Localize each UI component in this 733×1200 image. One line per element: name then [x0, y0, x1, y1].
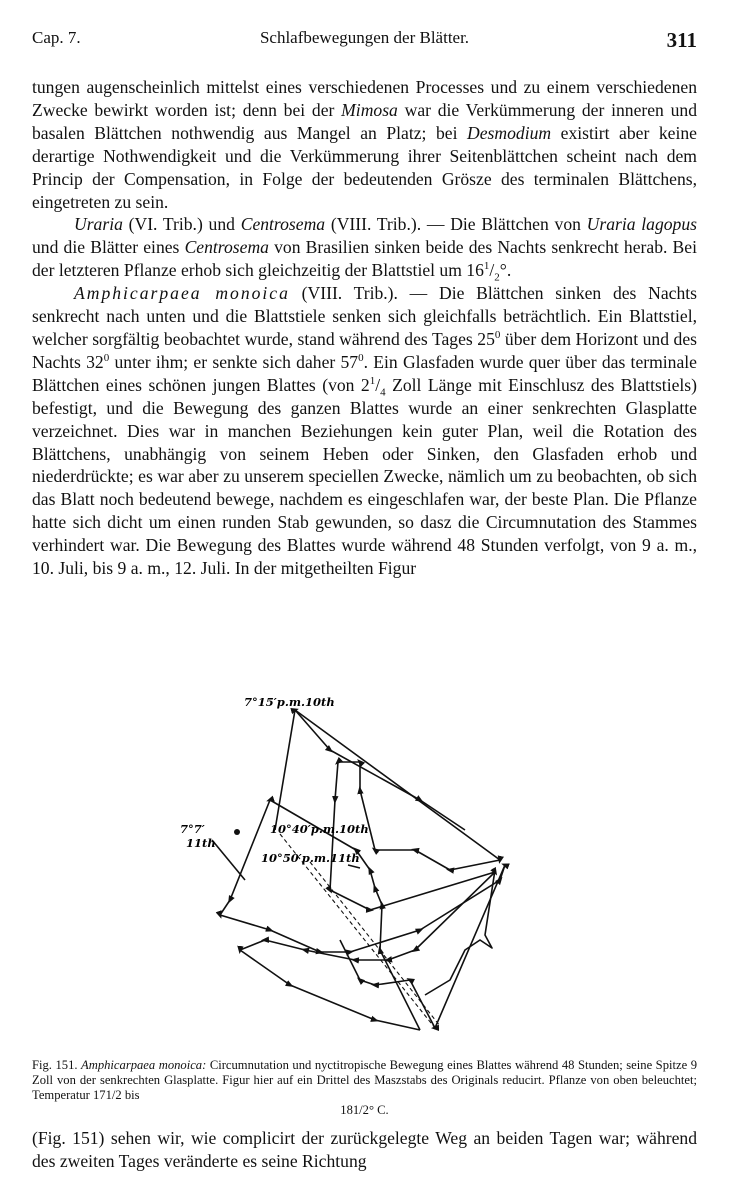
text-run: . Ein Glasfaden wurde quer über das terminale Blättchen eines schönen jungen Blattes (von 2 [32, 351, 697, 395]
figure-label-mid-lower: 10°50′p.m.11th [261, 851, 360, 865]
figure-151 [120, 690, 620, 1050]
caption-text-mid: bis [121, 1088, 140, 1102]
body-text [32, 76, 697, 580]
taxon-name: Uraria lagopus [586, 214, 698, 235]
page-number: 311 [666, 28, 697, 52]
text-run: existirt aber keine derartige Nothwendigkeit und die Verkümmerung ihrer Seitenblättchen scheint nach dem Princip der Compensation, in Folge der bedeutenden Grösze des terminalen Blättchens, eingetreten zu sein. [32, 122, 697, 212]
caption-species: Amphicarpaea monoica: [81, 1058, 207, 1072]
caption-end [32, 1103, 697, 1118]
taxon-name: Centrosema [184, 237, 269, 258]
running-title: Schlafbewegungen der Blätter. [259, 28, 470, 47]
paragraph-1 [32, 76, 697, 213]
caption-end-value: 18 [340, 1103, 353, 1117]
taxon-name: Centrosema [240, 214, 326, 235]
figure-label-left-bottom: 11th [186, 836, 216, 850]
caption-end-tail: ° C. [368, 1103, 389, 1117]
text-run: von Brasilien sinken beide des Nachts senkrecht herab. Bei der letzteren Pflanze erhob sich gleichzeitig der Blattstiel um 16 [32, 237, 697, 281]
text-run: unter ihm; er senkte sich daher 57 [109, 351, 359, 372]
text-run: °. [499, 260, 512, 281]
figure-label-mid-upper: 10°40′p.m.10th [270, 822, 369, 836]
figure-label-top: 7°15′p.m.10th [244, 695, 335, 709]
text-run: (VIII. Trib.). — Die Blättchen sinken des Nachts senkrecht nach unten und die Blattstiele senken sich gleichfalls beträchtlich. Ein Blattstiel, welcher sorgfältig beobachtet wurde, stand während des Tages 25 [32, 283, 697, 349]
running-head [32, 22, 697, 50]
fraction-numerator: 1 [483, 260, 490, 273]
taxon-name: Mimosa [341, 99, 398, 120]
caption-temp-fraction: 1/2 [105, 1088, 122, 1102]
text-run: über dem Horizont und des Nachts 32 [32, 328, 697, 372]
start-point [234, 829, 240, 835]
fraction-denominator: 2 [494, 271, 500, 284]
figure-caption [32, 1058, 697, 1118]
paragraph-2: Uraria (VI. Trib.) und Centrosema (VIII. Trib.). — Die Blättchen von Uraria lagopus und die Blätter eines Centrosema von Brasilien sinken beide des Nachts senkrecht herab. Bei der letzteren Pflanze erhob sich gleichzeitig der Blattstiel um $16^1/_2^\circ$. [32, 214, 698, 284]
text-run: (VI. Trib.) und [122, 214, 241, 235]
caption-end-fraction: 1/2 [352, 1103, 369, 1117]
degree-mark: 0 [358, 352, 364, 365]
paragraph-3: Amphicarpaea monoica (VIII. Trib.). — Die Blättchen sinken des Nachts senkrecht nach unten und die Blattstiele senken sich gleichfalls beträchtlich. Ein Blattstiel, welcher sorgfältig beobachtet wurde, stand während des Tages $25^0$ über dem Horizont und des Nachts $32^0$ unter ihm; er senkte sich daher $57^0$. Ein Glasfaden wurde quer über das terminale Blättchen eines schönen jungen Blattes (von $2^1/_4$ Zoll Länge mit Einschlusz des Blattstiels) befestigt, und die Bewegung des ganzen Blattes wurde an einer senkrechten Glasplatte verzeichnet. Dies war in manchen Beziehungen kein guter Plan, weil die Rotation des Blättchens, unabhängig von seinem Heben oder Sinken, den Glasfaden erhob und niederdrückte; es war aber zu unserem speciellen Zwecke, nämlich um zu beobachten, ob sich das Blatt noch bedeutend bewege, nachdem es eingeschlafen war, der beste Plan. Die Pflanze hatte sich dicht um einen runden Stab gewunden, so dasz die Circumnutation des Stammes verhindert war. Die Bewegung des Blattes wurde während 48 Stunden verfolgt, von 9 a. m., 10. Juli, bis 9 a. m., 12. Juli. In der mitgetheilten Figur [32, 283, 697, 579]
text-run: und die Blätter eines [32, 237, 185, 258]
figure-label-left-top: 7°7′ [180, 822, 205, 836]
text-run: war die Verkümmerung der inneren und basalen Blättchen nothwendig aus Mangel an Platz; bei [32, 99, 697, 143]
text-run: tungen augenscheinlich mittelst eines verschiedenen Processes und zu einem verschiedenen Zwecke bewirkt worden ist; denn bei der [32, 77, 697, 120]
figure-number: Fig. 151. [32, 1058, 78, 1072]
taxon-name-spaced: Amphicarpaea monoica [74, 283, 290, 304]
text-run: Zoll Länge mit Einschlusz des Blattstiels) befestigt, und die Bewegung des ganzen Blattes wurde an einer senkrechten Glasplatte verzeichnet. Dies war in manchen Beziehungen kein guter Plan, weil die Rotation des Blättchens, unabhängig von seinem Heben oder Sinken, den Glasfaden erhob und niederdrückte; es war aber zu unserem speciellen Zwecke, nämlich um zu beobachten, ob sich das Blatt noch bedeutend bewege, nachdem es eingeschlafen war, der beste Plan. Die Pflanze hatte sich dicht um einen runden Stab gewunden, so dasz die Circumnutation des Stammes verhindert war. Die Bewegung des Blattes wurde während 48 Stunden verfolgt, von 9 a. m., 10. Juli, bis 9 a. m., 12. Juli. In der mitgetheilten Figur [32, 374, 697, 579]
text-run: (VIII. Trib.). — Die Blättchen von [325, 214, 587, 235]
degree-mark: 0 [103, 352, 110, 365]
trace-line-right [348, 865, 360, 868]
chapter-label: Cap. 7. [32, 28, 81, 47]
trace-path-top [275, 710, 465, 830]
fraction-denominator: 4 [380, 386, 386, 399]
continuation-paragraph: (Fig. 151) sehen wir, wie complicirt der zurückgelegte Weg an beiden Tagen war; während des zweiten Tages veränderte es seine Richtung [32, 1128, 697, 1171]
trace-line-left [212, 840, 245, 880]
taxon-name: Uraria [74, 214, 123, 235]
degree-mark: 0 [494, 329, 501, 342]
taxon-name: Desmodium [467, 122, 552, 143]
circumnutation-tracing [120, 690, 620, 1050]
caption-text: Circumnutation und nyctitropische Bewegung eines Blattes während 48 Stunden; seine Spitze 9 Zoll von der senkrechten Glasplatte. Figur hier auf ein Drittel des Maszstabs des Originals reducirt. Pflanze von oben beleuchtet; Temperatur 17 [32, 1058, 697, 1102]
fraction-numerator: 1 [369, 374, 376, 387]
